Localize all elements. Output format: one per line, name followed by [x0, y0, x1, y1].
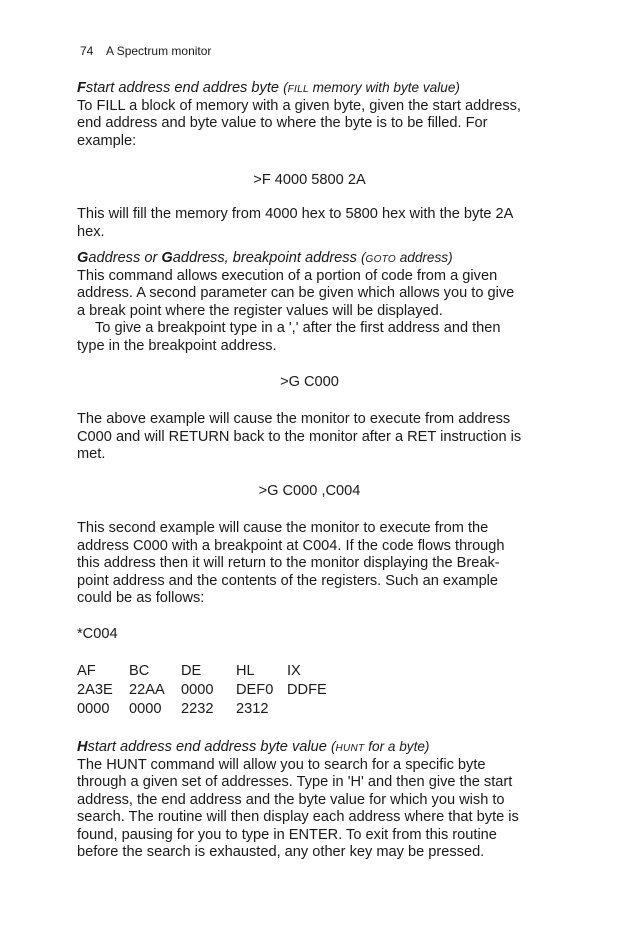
- reg-value: 0000: [181, 682, 214, 698]
- g-para-2: [77, 411, 542, 464]
- prompt-line: [77, 626, 542, 644]
- g-command-heading: [77, 249, 542, 268]
- g-heading-2: address, breakpoint address: [172, 250, 357, 266]
- reg-value: 0000: [129, 701, 162, 717]
- g-para-3: [77, 520, 542, 608]
- h-desc-line-2: through a given set of addresses. Type in 'H' and then give the start: [77, 774, 513, 790]
- f-letter: F: [77, 80, 86, 96]
- f-paren-open: (: [283, 80, 288, 95]
- running-header: [80, 44, 211, 58]
- h-command-section: [77, 738, 542, 862]
- reg-value: 2312: [236, 701, 269, 717]
- f-desc-line-1: To FILL a block of memory with a given byte, given the start address,: [77, 97, 521, 114]
- register-table: [77, 660, 347, 717]
- reg-value: 2A3E: [77, 682, 113, 698]
- register-header-row: [77, 660, 347, 679]
- h-paren-open: (: [330, 739, 336, 754]
- h-letter: H: [77, 739, 88, 755]
- g-desc-line-5: type in the breakpoint address.: [77, 337, 277, 354]
- g-para3-line-3: this address then it will return to the monitor displaying the Break-: [77, 555, 500, 571]
- reg-header: IX: [287, 663, 301, 679]
- running-title: A Spectrum monitor: [106, 44, 212, 58]
- h-desc-line-6: before the search is exhausted, any other key may be pressed.: [77, 844, 485, 860]
- g-paren-sc: goto: [365, 250, 396, 265]
- reg-value: 2232: [181, 701, 214, 717]
- g-letter-2: G: [161, 250, 173, 266]
- f-paren-sc: fill: [287, 80, 309, 95]
- f-heading-text: start address end addres byte: [85, 80, 279, 96]
- g-letter-1: G: [77, 250, 89, 266]
- h-paren-rest: for a byte): [364, 739, 430, 754]
- reg-value: DDFE: [287, 682, 327, 698]
- page-number: 74: [80, 44, 94, 58]
- reg-value: DEF0: [236, 682, 274, 698]
- g-para2-line-1: The above example will cause the monitor to execute from address: [77, 411, 511, 427]
- g-para3-line-2: address C000 with a breakpoint at C004. If the code flows through: [77, 537, 505, 554]
- g-paren-rest: address): [395, 250, 453, 265]
- h-desc-line-4: search. The routine will then display each address where that byte is: [77, 809, 519, 825]
- g-para2-line-2: C000 and will RETURN back to the monitor after a RET instruction is: [77, 428, 522, 445]
- g-desc-line-2: address. A second parameter can be given which allows you to give: [77, 285, 515, 301]
- h-desc-line-1: The HUNT command will allow you to search for a specific byte: [77, 756, 486, 773]
- reg-header: AF: [77, 663, 96, 679]
- h-paren-sc: hunt: [335, 739, 365, 754]
- f-example-text: >F 4000 5800 2A: [253, 172, 366, 188]
- f-command-heading: [77, 79, 542, 98]
- g-desc-line-4: To give a breakpoint type in a ',' after the first address and then: [95, 320, 501, 336]
- f-after-line-2: hex.: [77, 223, 105, 240]
- g-para3-line-1: This second example will cause the monitor to execute from the: [77, 520, 489, 536]
- g-example-2-text: >G C000 ,C004: [258, 483, 361, 499]
- g-example-2: [77, 483, 542, 501]
- reg-value: 0000: [77, 701, 110, 717]
- g-heading-1: address or: [88, 250, 162, 266]
- reg-header: DE: [181, 663, 202, 679]
- g-paren-open: (: [360, 250, 366, 265]
- f-paren-rest: memory with byte value): [308, 80, 460, 95]
- g-desc-line-1: This command allows execution of a portion of code from a given: [77, 267, 498, 284]
- f-example: [77, 172, 542, 190]
- h-desc-line-5: found, pausing for you to type in ENTER. To exit from this routine: [77, 826, 497, 843]
- f-command-section: [77, 79, 542, 150]
- g-para3-line-4: point address and the contents of the registers. Such an example: [77, 572, 499, 589]
- reg-value: 22AA: [129, 682, 165, 698]
- f-desc-line-2: end address and byte value to where the byte is to be filled. For: [77, 115, 488, 131]
- g-para2-line-3: met.: [77, 446, 106, 462]
- h-command-heading: [77, 738, 542, 757]
- f-after-line-1: This will fill the memory from 4000 hex to 5800 hex with the byte 2A: [77, 206, 514, 222]
- f-after: [77, 206, 542, 241]
- h-desc-line-3: address, the end address and the byte value for which you wish to: [77, 791, 505, 808]
- reg-header: HL: [236, 663, 255, 679]
- g-desc-line-3: a break point where the register values will be displayed.: [77, 302, 443, 319]
- register-row: [77, 698, 347, 717]
- g-para3-line-5: could be as follows:: [77, 590, 205, 606]
- reg-header: BC: [129, 663, 150, 679]
- g-command-section: [77, 249, 542, 355]
- register-row: [77, 679, 347, 698]
- h-heading-text: start address end address byte value: [87, 739, 327, 755]
- f-desc-line-3: example:: [77, 132, 137, 149]
- g-example-1-text: >G C000: [280, 374, 339, 390]
- g-example-1: [77, 374, 542, 392]
- prompt-text: *C004: [77, 626, 118, 642]
